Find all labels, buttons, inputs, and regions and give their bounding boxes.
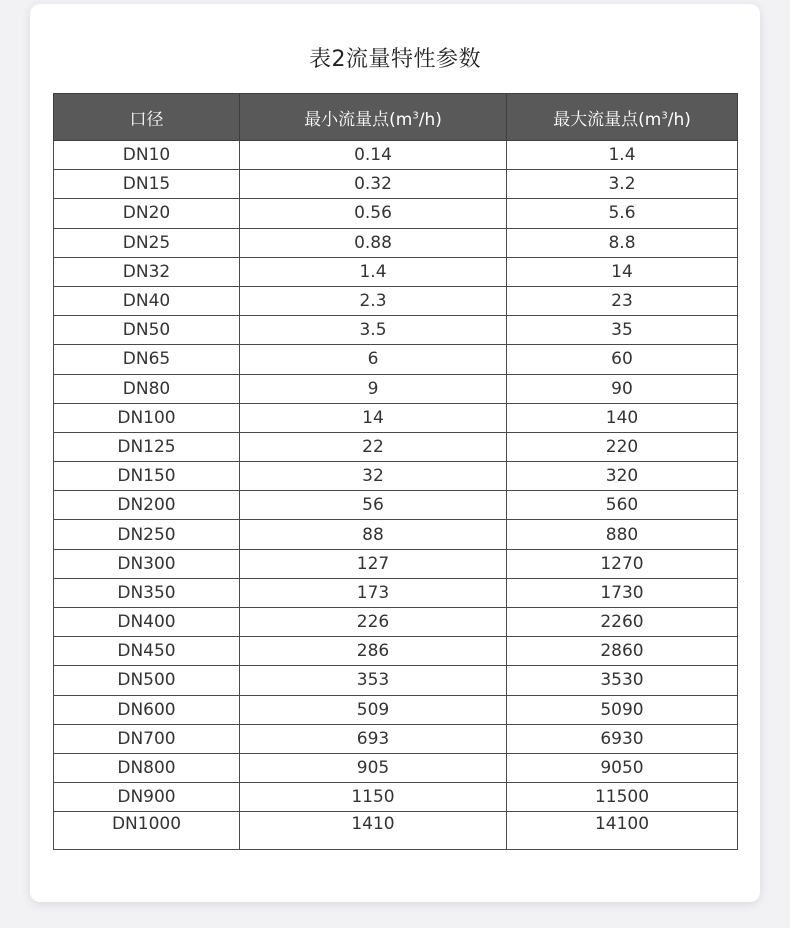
table-body — [54, 141, 738, 850]
flow-characteristics-table — [53, 93, 738, 850]
cell-min-flow: 286 — [240, 637, 507, 666]
table-row — [54, 578, 738, 607]
cell-min-flow: 127 — [240, 549, 507, 578]
cell-min-flow: 3.5 — [240, 316, 507, 345]
table-row — [54, 637, 738, 666]
cell-min-flow: 32 — [240, 462, 507, 491]
table-header-row — [54, 94, 738, 141]
cell-diameter: DN700 — [54, 724, 240, 753]
table-row — [54, 257, 738, 286]
cell-diameter: DN800 — [54, 753, 240, 782]
cell-min-flow: 173 — [240, 578, 507, 607]
cell-diameter: DN15 — [54, 170, 240, 199]
table-row — [54, 753, 738, 782]
cell-diameter: DN200 — [54, 491, 240, 520]
cell-min-flow: 1410 — [240, 812, 507, 850]
cell-diameter: DN450 — [54, 637, 240, 666]
cell-max-flow: 2860 — [507, 637, 738, 666]
table-row — [54, 316, 738, 345]
header-diameter: 口径 — [54, 94, 240, 141]
table-row — [54, 432, 738, 461]
table-row — [54, 608, 738, 637]
cell-diameter: DN32 — [54, 257, 240, 286]
header-min-flow: 最小流量点$(m^3/h)$ — [240, 94, 507, 141]
table-row — [54, 345, 738, 374]
cell-max-flow: 14100 — [507, 812, 738, 850]
cell-diameter: DN300 — [54, 549, 240, 578]
cell-max-flow: 560 — [507, 491, 738, 520]
cell-diameter: DN65 — [54, 345, 240, 374]
cell-diameter: DN900 — [54, 783, 240, 812]
table-row — [54, 286, 738, 315]
cell-max-flow: 90 — [507, 374, 738, 403]
cell-max-flow: 3530 — [507, 666, 738, 695]
cell-max-flow: 9050 — [507, 753, 738, 782]
cell-min-flow: 9 — [240, 374, 507, 403]
table-row — [54, 666, 738, 695]
cell-max-flow: 11500 — [507, 783, 738, 812]
cell-min-flow: 0.56 — [240, 199, 507, 228]
cell-diameter: DN500 — [54, 666, 240, 695]
cell-min-flow: 88 — [240, 520, 507, 549]
table-row — [54, 374, 738, 403]
cell-min-flow: 0.14 — [240, 141, 507, 170]
table-row — [54, 520, 738, 549]
cell-min-flow: 6 — [240, 345, 507, 374]
cell-diameter: DN20 — [54, 199, 240, 228]
cell-max-flow: 220 — [507, 432, 738, 461]
table-row — [54, 199, 738, 228]
cell-max-flow: 2260 — [507, 608, 738, 637]
table-row — [54, 403, 738, 432]
cell-diameter: DN10 — [54, 141, 240, 170]
cell-diameter: DN40 — [54, 286, 240, 315]
cell-max-flow: 320 — [507, 462, 738, 491]
table-row — [54, 783, 738, 812]
cell-diameter: DN400 — [54, 608, 240, 637]
cell-min-flow: 1150 — [240, 783, 507, 812]
cell-max-flow: 8.8 — [507, 228, 738, 257]
cell-diameter: DN100 — [54, 403, 240, 432]
cell-max-flow: 35 — [507, 316, 738, 345]
cell-min-flow: 0.32 — [240, 170, 507, 199]
cell-max-flow: 5.6 — [507, 199, 738, 228]
cell-max-flow: 1730 — [507, 578, 738, 607]
cell-max-flow: 14 — [507, 257, 738, 286]
cell-min-flow: 56 — [240, 491, 507, 520]
cell-diameter: DN1000 — [54, 812, 240, 850]
header-max-flow: 最大流量点$(m^3/h)$ — [507, 94, 738, 141]
table-row — [54, 170, 738, 199]
cell-diameter: DN125 — [54, 432, 240, 461]
table-row — [54, 141, 738, 170]
cell-min-flow: 905 — [240, 753, 507, 782]
table-row — [54, 462, 738, 491]
cell-min-flow: 226 — [240, 608, 507, 637]
cell-max-flow: 880 — [507, 520, 738, 549]
cell-min-flow: 693 — [240, 724, 507, 753]
cell-diameter: DN600 — [54, 695, 240, 724]
cell-min-flow: 14 — [240, 403, 507, 432]
table-row — [54, 695, 738, 724]
table-title: 表2流量特性参数 — [309, 47, 481, 72]
cell-min-flow: 509 — [240, 695, 507, 724]
cell-diameter: DN350 — [54, 578, 240, 607]
cell-diameter: DN50 — [54, 316, 240, 345]
cell-diameter: DN25 — [54, 228, 240, 257]
cell-max-flow: 6930 — [507, 724, 738, 753]
cell-min-flow: 353 — [240, 666, 507, 695]
cell-min-flow: 22 — [240, 432, 507, 461]
table-row — [54, 812, 738, 850]
cell-diameter: DN80 — [54, 374, 240, 403]
cell-max-flow: 1.4 — [507, 141, 738, 170]
cell-max-flow: 3.2 — [507, 170, 738, 199]
cell-min-flow: 0.88 — [240, 228, 507, 257]
table-row — [54, 549, 738, 578]
cell-max-flow: 1270 — [507, 549, 738, 578]
cell-diameter: DN250 — [54, 520, 240, 549]
cell-max-flow: 23 — [507, 286, 738, 315]
cell-min-flow: 2.3 — [240, 286, 507, 315]
table-row — [54, 491, 738, 520]
cell-max-flow: 60 — [507, 345, 738, 374]
cell-max-flow: 140 — [507, 403, 738, 432]
table-row — [54, 228, 738, 257]
cell-min-flow: 1.4 — [240, 257, 507, 286]
table-row — [54, 724, 738, 753]
cell-max-flow: 5090 — [507, 695, 738, 724]
content-card — [30, 4, 760, 902]
cell-diameter: DN150 — [54, 462, 240, 491]
